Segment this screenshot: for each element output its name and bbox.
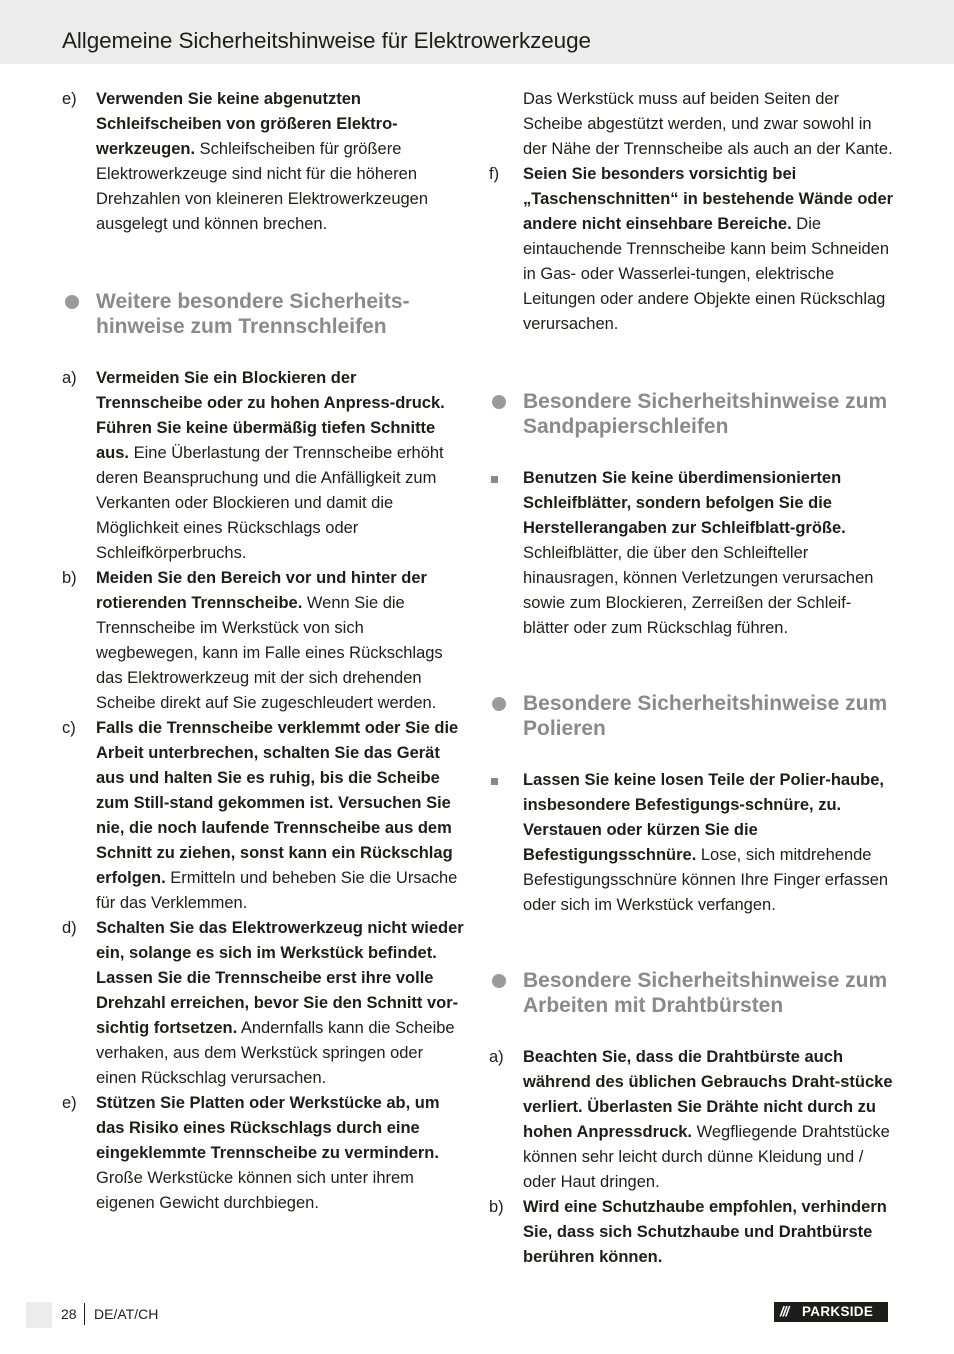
item-marker: a) (489, 1048, 504, 1066)
list-item-d (62, 916, 464, 1091)
item-text: Große Werkstücke können sich unter ihrem eigenen Gewicht durchbiegen. (96, 1169, 414, 1212)
list-item-c (62, 716, 464, 916)
item-marker: e) (62, 1094, 77, 1112)
section-heading-sandpapier (489, 389, 894, 439)
square-bullet-icon (491, 476, 498, 483)
parkside-logo (774, 1302, 888, 1322)
section-heading-drahtbuersten (489, 968, 894, 1018)
section-title: Besondere Sicherheitshinweise zum Arbeiten mit Drahtbürsten (523, 969, 888, 1017)
list-item-b (62, 566, 464, 716)
section-heading-polieren (489, 691, 894, 741)
list-item-wire-a (489, 1045, 894, 1195)
item-lead: Beachten Sie, dass die Drahtbürste auch während des üblichen Gebrauchs Draht-stücke verliert. Überlasten Sie Drähte nicht durch zu hohen Anpressdruck. (523, 1048, 893, 1141)
item-lead: Verwenden Sie keine abgenutzten Schleifscheiben von größeren Elektro-werkzeugen. (96, 90, 398, 158)
item-marker: b) (489, 1198, 504, 1216)
item-lead: Lassen Sie keine losen Teile der Polier-haube, insbesondere Befestigungs-schnüre, zu. Verstauen oder kürzen Sie die Befestigungsschnüre. (523, 771, 884, 864)
list-item-e (62, 87, 464, 237)
bullet-icon (492, 697, 506, 711)
list-item-polieren (489, 768, 894, 918)
square-bullet-icon (491, 778, 498, 785)
bullet-icon (492, 395, 506, 409)
item-text: Die eintauchende Trennscheibe kann beim Schneiden in Gas- oder Wasserlei-tungen, elektrische Leitungen oder andere Objekte einen Rückschlag verursachen. (523, 215, 890, 333)
footer-page-box (26, 1302, 52, 1328)
item-lead: Stützen Sie Platten oder Werkstücke ab, um das Risiko eines Rückschlags durch eine eingeklemmte Trennscheibe zu vermindern. (96, 1094, 440, 1162)
logo-stripes-icon: /// (780, 1304, 789, 1319)
item-marker: d) (62, 919, 77, 937)
item-marker: c) (62, 719, 76, 737)
item-marker: e) (62, 90, 77, 108)
list-item-sandpapier (489, 466, 894, 641)
item-text: Eine Überlastung der Trennscheibe erhöht deren Beanspruchung und die Anfälligkeit zum Verkanten oder Blockieren und damit die Möglichkeit eines Rückschlags oder Schleifkörperbruchs. (96, 444, 444, 562)
list-item-e2 (62, 1091, 464, 1216)
section-title: Weitere besondere Sicherheits-hinweise zum Trennschleifen (96, 290, 410, 338)
item-text: Ermitteln und beheben Sie die Ursache für das Verklemmen. (96, 869, 458, 912)
section-heading-trennschleifen (62, 289, 464, 339)
section-title: Besondere Sicherheitshinweise zum Polieren (523, 692, 888, 740)
item-text: Wenn Sie die Trennscheibe im Werkstück von sich wegbewegen, kann im Falle eines Rückschlags das Elektrowerkzeug mit der sich drehenden Scheibe direkt auf Sie zugeschleudert werden. (96, 594, 443, 712)
list-item-wire-b (489, 1195, 894, 1270)
item-marker: b) (62, 569, 77, 587)
logo-brand: PARKSIDE (802, 1304, 874, 1319)
item-marker: f) (489, 165, 500, 183)
section-title: Besondere Sicherheitshinweise zum Sandpapierschleifen (523, 390, 888, 438)
region-label: DE/AT/CH (94, 1306, 159, 1322)
item-text: Wegfliegende Drahtstücke können sehr leicht durch dünne Kleidung und / oder Haut dringen. (523, 1123, 890, 1191)
left-column (62, 87, 464, 1216)
footer-divider (84, 1303, 85, 1325)
item-lead: Benutzen Sie keine überdimensionierten Schleifblätter, sondern befolgen Sie die Herstellerangaben zur Schleifblatt-größe. (523, 469, 846, 537)
item-lead: Seien Sie besonders vorsichtig bei „Taschenschnitten“ in bestehende Wände oder andere nicht einsehbare Bereiche. (523, 165, 894, 233)
list-item-f (489, 162, 894, 337)
item-text: Lose, sich mitdrehende Befestigungsschnüre können Ihre Finger erfassen oder sich im Werkstück verfangen. (523, 846, 889, 914)
list-item-a (62, 366, 464, 566)
item-marker: a) (62, 369, 77, 387)
item-lead: Vermeiden Sie ein Blockieren der Trennscheibe oder zu hohen Anpress-druck. Führen Sie keine übermäßig tiefen Schnitte aus. (96, 369, 445, 462)
item-text: Schleifscheiben für größere Elektrowerkzeuge sind nicht für die höheren Drehzahlen von kleineren Elektrowerkzeugen ausgelegt und können brechen. (96, 140, 429, 233)
bullet-icon (492, 974, 506, 988)
item-lead: Meiden Sie den Bereich vor und hinter der rotierenden Trennscheibe. (96, 569, 427, 612)
right-column (489, 87, 894, 1270)
item-lead: Wird eine Schutzhaube empfohlen, verhindern Sie, dass sich Schutzhaube und Drahtbürste berühren können. (523, 1198, 887, 1266)
continued-text: Das Werkstück muss auf beiden Seiten der Scheibe abgestützt werden, und zwar sowohl in der Nähe der Trennscheibe als auch an der Kante. (523, 90, 893, 158)
item-lead: Falls die Trennscheibe verklemmt oder Sie die Arbeit unterbrechen, schalten Sie das Gerät aus und halten Sie es ruhig, bis die Scheibe zum Still-stand gekommen ist. Versuchen Sie nie, die noch laufende Trennscheibe aus dem Schnitt zu ziehen, sonst kann ein Rückschlag erfolgen. (96, 719, 459, 887)
item-lead: Schalten Sie das Elektrowerkzeug nicht wieder ein, solange es sich im Werkstück befindet. Lassen Sie die Trennscheibe erst ihre volle Drehzahl erreichen, bevor Sie den Schnitt vor-sichtig fortsetzen. (96, 919, 464, 1037)
item-text: Andernfalls kann die Scheibe verhaken, aus dem Werkstück springen oder einen Rückschlag verursachen. (96, 1019, 455, 1087)
bullet-icon (65, 295, 79, 309)
item-text: Schleifblätter, die über den Schleifteller hinausragen, können Verletzungen verursachen sowie zum Blockieren, Zerreißen der Schleif-blätter oder zum Rückschlag führen. (523, 544, 874, 637)
page-number: 28 (61, 1306, 77, 1322)
page-title: Allgemeine Sicherheitshinweise für Elektrowerkzeuge (62, 28, 591, 53)
